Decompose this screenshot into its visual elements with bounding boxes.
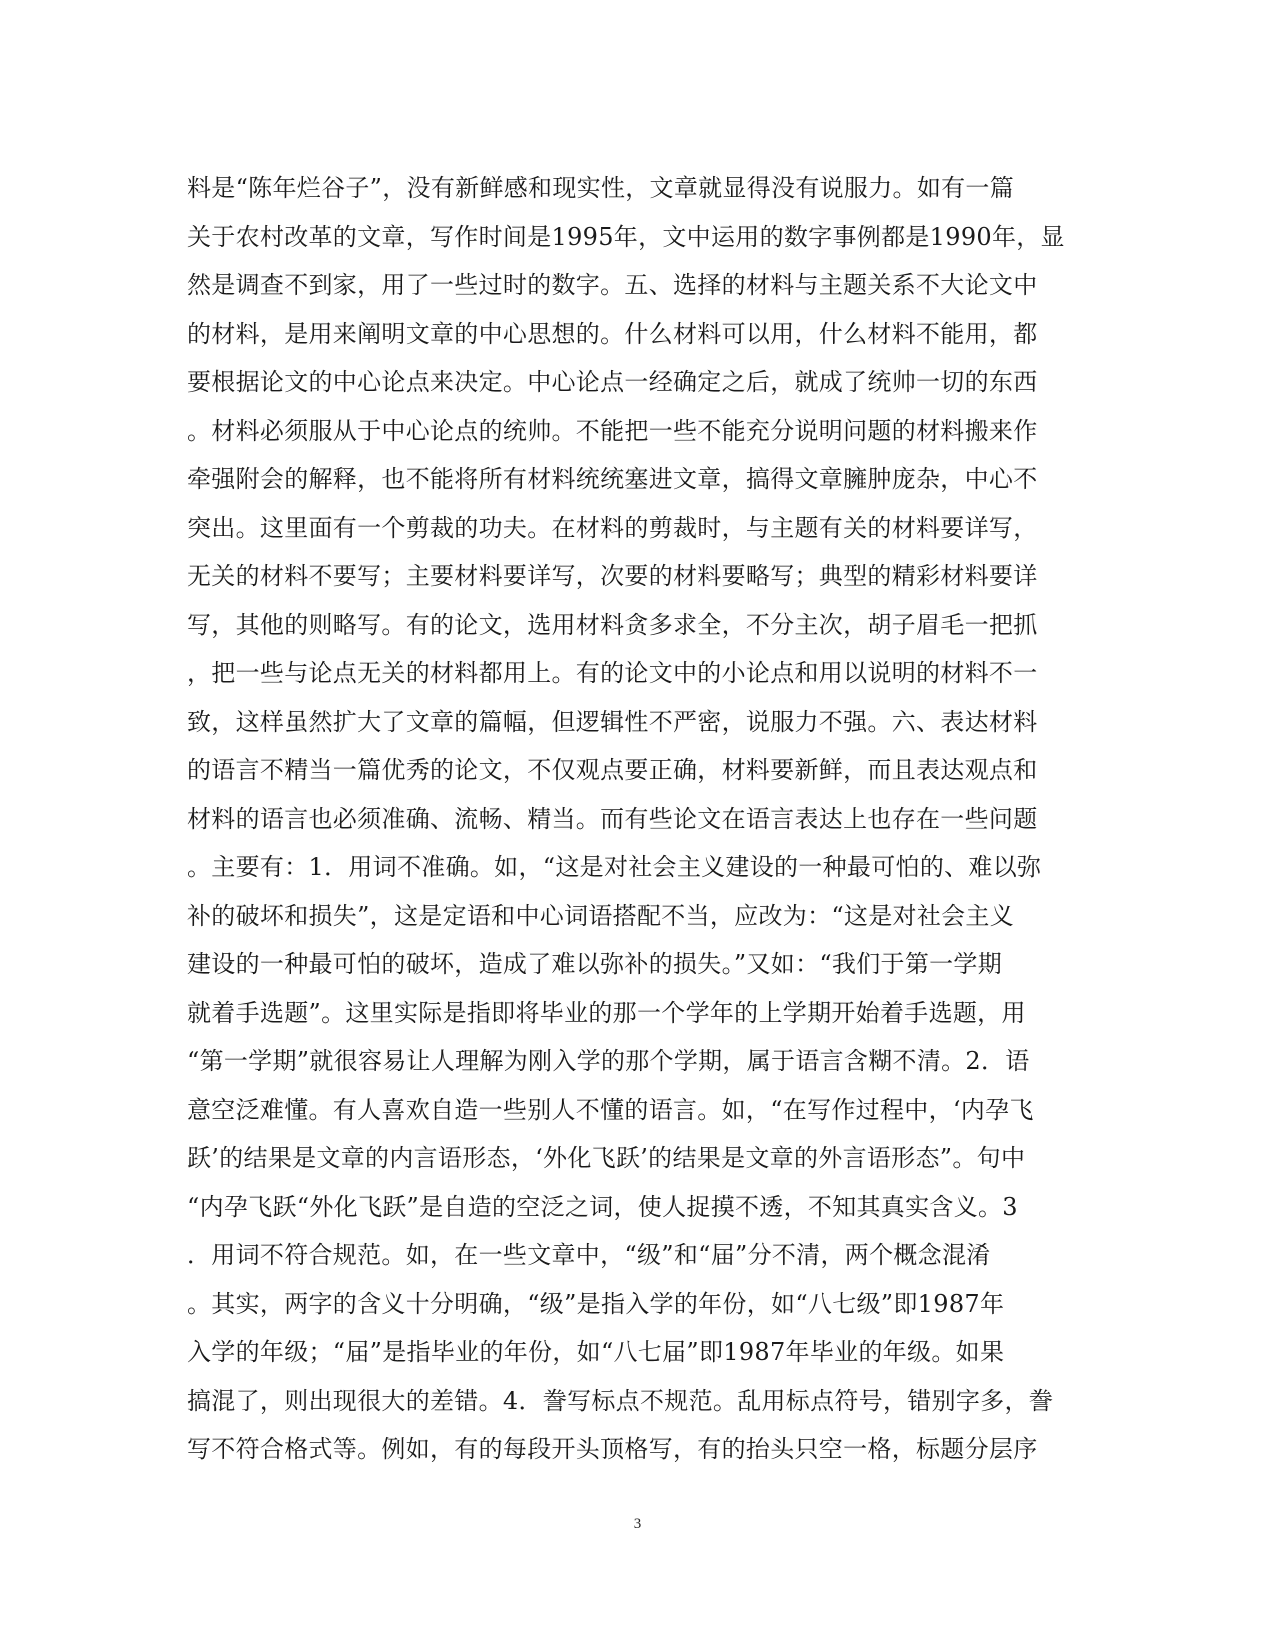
text-line: 。材料必须服从于中心论点的统帅。不能把一些不能充分说明问题的材料搬来作 [187, 416, 1038, 445]
text-line: “内孕飞跃“外化飞跃”是自造的空泛之词，使人捉摸不透，不知其真实含义。3 [187, 1192, 1018, 1221]
text-line: 无关的材料不要写；主要材料要详写，次要的材料要略写；典型的精彩材料要详 [187, 562, 1038, 590]
text-line: 。其实，两字的含义十分明确，“级”是指入学的年份，如“八七级”即1987年 [187, 1289, 1005, 1318]
text-line: 就着手选题”。这里实际是指即将毕业的那一个学年的上学期开始着手选题，用 [187, 998, 1026, 1027]
text-line: 补的破坏和损失”，这是定语和中心词语搭配不当，应改为：“这是对社会主义 [187, 901, 1015, 930]
text-line: 要根据论文的中心论点来决定。中心论点一经确定之后，就成了统帅一切的东西 [187, 368, 1038, 396]
text-line: 的语言不精当一篇优秀的论文，不仅观点要正确，材料要新鲜，而且表达观点和 [187, 756, 1038, 784]
text-line: 然是调查不到家，用了一些过时的数字。五、选择的材料与主题关系不大论文中 [187, 271, 1038, 299]
text-line: 突出。这里面有一个剪裁的功夫。在材料的剪裁时，与主题有关的材料要详写， [187, 513, 1038, 542]
text-line: 的材料，是用来阐明文章的中心思想的。什么材料可以用，什么材料不能用，都 [187, 319, 1038, 348]
text-line: 写不符合格式等。例如，有的每段开头顶格写，有的抬头只空一格，标题分层序 [187, 1435, 1038, 1463]
text-line: 入学的年级；“届”是指毕业的年份，如“八七届”即1987年毕业的年级。如果 [187, 1338, 1005, 1366]
text-line: 牵强附会的解释，也不能将所有材料统统塞进文章，搞得文章臃肿庞杂，中心不 [187, 465, 1038, 493]
text-line: “第一学期”就很容易让人理解为刚入学的那个学期，属于语言含糊不清。2．语 [187, 1047, 1030, 1075]
text-line: 材料的语言也必须准确、流畅、精当。而有些论文在语言表达上也存在一些问题 [187, 804, 1038, 833]
text-line: 跃’的结果是文章的内言语形态，‘外化飞跃’的结果是文章的外言语形态”。句中 [187, 1144, 1026, 1172]
text-line: 意空泛难懂。有人喜欢自造一些别人不懂的语言。如，“在写作过程中，‘内孕飞 [187, 1095, 1034, 1124]
text-line: 。主要有：1．用词不准确。如，“这是对社会主义建设的一种最可怕的、难以弥 [187, 853, 1042, 881]
text-line: ．用词不符合规范。如，在一些文章中，“级”和“届”分不清，两个概念混淆 [187, 1241, 991, 1269]
body-text [187, 164, 1067, 1474]
text-line: 料是“陈年烂谷子”，没有新鲜感和现实性，文章就显得没有说服力。如有一篇 [187, 174, 1015, 202]
text-line: ，把一些与论点无关的材料都用上。有的论文中的小论点和用以说明的材料不一 [187, 659, 1038, 687]
text-line: 搞混了，则出现很大的差错。4．誊写标点不规范。乱用标点符号，错别字多，誊 [187, 1386, 1054, 1415]
text-line: 致，这样虽然扩大了文章的篇幅，但逻辑性不严密，说服力不强。六、表达材料 [187, 707, 1038, 736]
text-line: 关于农村改革的文章，写作时间是1995年，文中运用的数字事例都是1990年，显 [187, 222, 1065, 251]
text-line: 写，其他的则略写。有的论文，选用材料贪多求全，不分主次，胡子眉毛一把抓 [187, 610, 1038, 639]
text-line: 建设的一种最可怕的破坏，造成了难以弥补的损失。”又如：“我们于第一学期 [187, 950, 1003, 978]
page-number: 3 [633, 1516, 642, 1532]
